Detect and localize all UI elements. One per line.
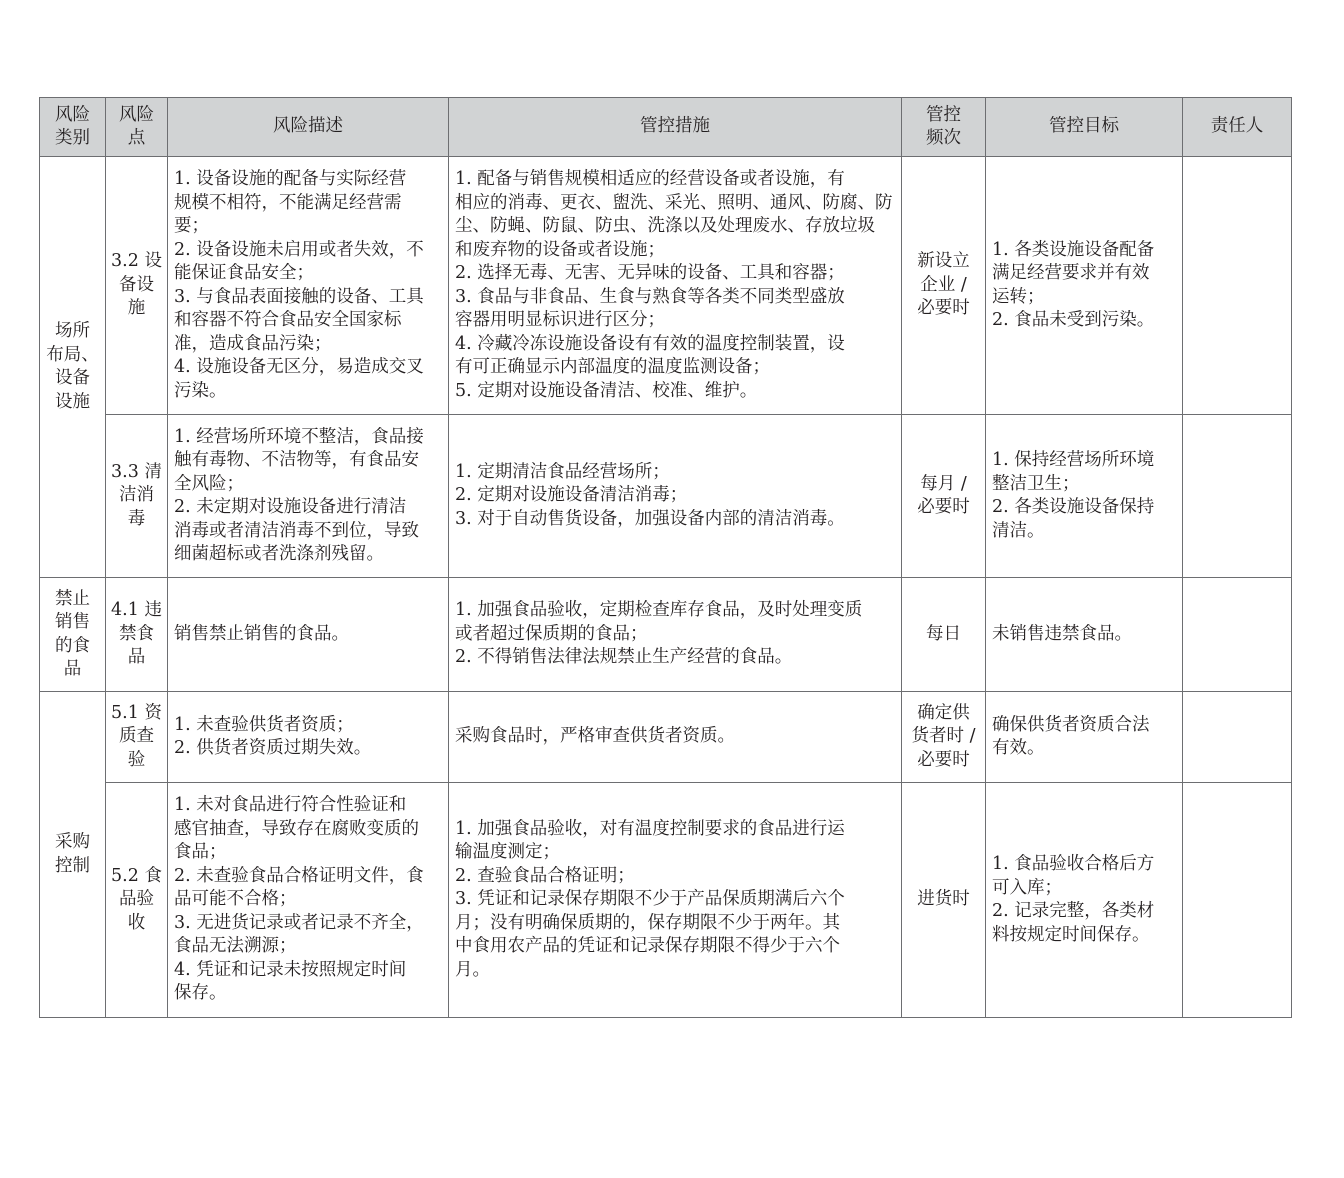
- goal-cell: 1. 各类设施设备配备 满足经营要求并有效 运转； 2. 食品未受到污染。: [986, 157, 1183, 415]
- measures-cell: 采购食品时，严格审查供货者资质。: [449, 692, 902, 783]
- goal-cell: 1. 食品验收合格后方 可入库； 2. 记录完整，各类材 料按规定时间保存。: [986, 783, 1183, 1018]
- header-risk-point: 风险 点: [106, 98, 168, 157]
- point-cell: 3.2 设 备设 施: [106, 157, 168, 415]
- frequency-cell: 进货时: [902, 783, 986, 1018]
- risk-control-table: [39, 97, 1292, 1018]
- goal-cell: 未销售违禁食品。: [986, 578, 1183, 692]
- table-row: [40, 692, 1292, 783]
- header-row: [40, 98, 1292, 157]
- owner-cell: [1183, 415, 1292, 578]
- measures-cell: 1. 定期清洁食品经营场所； 2. 定期对设施设备清洁消毒； 3. 对于自动售货设备，加强设备内部的清洁消毒。: [449, 415, 902, 578]
- owner-cell: [1183, 157, 1292, 415]
- frequency-cell: 每月 / 必要时: [902, 415, 986, 578]
- table-row: [40, 157, 1292, 415]
- frequency-cell: 新设立 企业 / 必要时: [902, 157, 986, 415]
- owner-cell: [1183, 783, 1292, 1018]
- table-row: [40, 783, 1292, 1018]
- point-cell: 3.3 清 洁消 毒: [106, 415, 168, 578]
- header-risk-category: 风险 类别: [40, 98, 106, 157]
- header-control-measures: 管控措施: [449, 98, 902, 157]
- description-cell: 1. 未查验供货者资质； 2. 供货者资质过期失效。: [168, 692, 449, 783]
- category-cell-facility: 场所 布局、 设备 设施: [40, 157, 106, 578]
- goal-cell: 1. 保持经营场所环境 整洁卫生； 2. 各类设施设备保持 清洁。: [986, 415, 1183, 578]
- owner-cell: [1183, 578, 1292, 692]
- point-cell: 5.2 食 品验 收: [106, 783, 168, 1018]
- header-risk-description: 风险描述: [168, 98, 449, 157]
- point-cell: 5.1 资 质查 验: [106, 692, 168, 783]
- measures-cell: 1. 加强食品验收，对有温度控制要求的食品进行运 输温度测定； 2. 查验食品合格证明； 3. 凭证和记录保存期限不少于产品保质期满后六个 月；没有明确保质期的，保存期限不少于两年。其 中食用农产品的凭证和记录保存期限不得少于六个 月。: [449, 783, 902, 1018]
- description-cell: 1. 经营场所环境不整洁，食品接 触有毒物、不洁物等，有食品安 全风险； 2. 未定期对设施设备进行清洁 消毒或者清洁消毒不到位，导致 细菌超标或者洗涤剂残留。: [168, 415, 449, 578]
- header-control-goal: 管控目标: [986, 98, 1183, 157]
- description-cell: 1. 设备设施的配备与实际经营 规模不相符，不能满足经营需 要； 2. 设备设施未启用或者失效，不 能保证食品安全； 3. 与食品表面接触的设备、工具 和容器不符合食品安全国家标 准，造成食品污染； 4. 设施设备无区分，易造成交叉 污染。: [168, 157, 449, 415]
- table-row: [40, 415, 1292, 578]
- owner-cell: [1183, 692, 1292, 783]
- category-cell-purchase: 采购 控制: [40, 692, 106, 1018]
- description-cell: 销售禁止销售的食品。: [168, 578, 449, 692]
- description-cell: 1. 未对食品进行符合性验证和 感官抽查，导致存在腐败变质的 食品； 2. 未查验食品合格证明文件，食 品可能不合格； 3. 无进货记录或者记录不齐全， 食品无法溯源； 4. 凭证和记录未按照规定时间 保存。: [168, 783, 449, 1018]
- category-cell-banned: 禁止 销售 的食 品: [40, 578, 106, 692]
- header-responsible-person: 责任人: [1183, 98, 1292, 157]
- frequency-cell: 每日: [902, 578, 986, 692]
- goal-cell: 确保供货者资质合法 有效。: [986, 692, 1183, 783]
- header-control-frequency: 管控 频次: [902, 98, 986, 157]
- measures-cell: 1. 配备与销售规模相适应的经营设备或者设施，有 相应的消毒、更衣、盥洗、采光、照明、通风、防腐、防 尘、防蝇、防鼠、防虫、洗涤以及处理废水、存放垃圾 和废弃物的设备或者设施； 2. 选择无毒、无害、无异味的设备、工具和容器； 3. 食品与非食品、生食与熟食等各类不同类型盛放 容器用明显标识进行区分； 4. 冷藏冷冻设施设备设有有效的温度控制装置，设 有可正确显示内部温度的温度监测设备； 5. 定期对设施设备清洁、校准、维护。: [449, 157, 902, 415]
- table-row: [40, 578, 1292, 692]
- point-cell: 4.1 违 禁食 品: [106, 578, 168, 692]
- measures-cell: 1. 加强食品验收，定期检查库存食品，及时处理变质 或者超过保质期的食品； 2. 不得销售法律法规禁止生产经营的食品。: [449, 578, 902, 692]
- frequency-cell: 确定供 货者时 / 必要时: [902, 692, 986, 783]
